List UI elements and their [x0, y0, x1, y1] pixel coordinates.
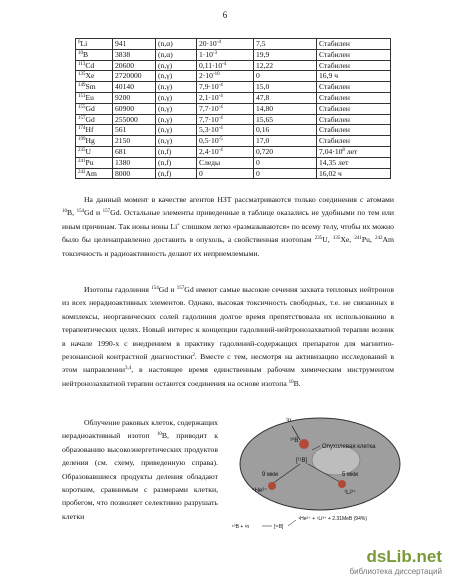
- table-row: [76, 168, 391, 179]
- stability-cell: Стабилен: [317, 103, 391, 114]
- sigma-cell: Следы: [197, 157, 254, 168]
- paragraph-gadolinium: Изотопы гадолиния $^{154}$Gd и $^{157}$Gd имеют самые высокие сечения захвата тепловых нейтронов из всех нерадиоактивных элементов. Однако, высокая токсичность свободных, т.е. не связанных в комплексы, неорганических солей гадолиния долгое время препятствовала их использованию в терапевтических целях. Новый интерес к концепции гадолиний-нейтронозахватной терапии возник в начале 1990-х с внедрением в практику гадолиний-содержащих препаратов для магнитно-резонансной контрастной диагностики$^2$. Вместе с тем, несмотря на активизацию исследований в этом направлении$^{3,4}$, в настоящее время единственным рабочим химическим инструментом нейтронозахватной терапии остаются соединения на основе изотопа $^{10}$B.: [62, 285, 395, 388]
- paragraph-irradiation: Облучение раковых клеток, содержащих нерадиоактивный изотоп $^{10}$B, приводит к образованию высокоэнергетических продуктов деления (см. схему, приведенную справа). Образовавшиеся продукты деления обладают коротким, сравнимым с размерами клетки, пробегом, что позволяет селективно разрушать клетки: [62, 418, 218, 521]
- value-cell: 15,0: [254, 82, 317, 93]
- table-row: [76, 146, 391, 157]
- stability-cell: 16,02 ч: [317, 168, 391, 179]
- equation-right: ⁴He²⁺ + ⁷Li³⁺ + 2.31MeB (94%): [298, 516, 367, 522]
- isotope-cell: $^{242}$Am: [76, 168, 113, 179]
- sigma-cell: 0: [197, 168, 254, 179]
- table-row: [76, 49, 391, 60]
- sigma-cell: $2\cdot 10^{-10}$: [197, 71, 254, 82]
- sigma-cell: $5,3\cdot 10^{-4}$: [197, 125, 254, 136]
- he-label: ⁴He²⁺: [252, 488, 268, 494]
- isotope-cell: $^{10}$B: [76, 49, 113, 60]
- stability-cell: 14,35 лет: [317, 157, 391, 168]
- table-row: [76, 92, 391, 103]
- value-cell: 47,8: [254, 92, 317, 103]
- sigma-cell: $0,11\cdot 10^{-4}$: [197, 60, 254, 71]
- abundance-cell: 1380: [113, 157, 156, 168]
- paragraph-agents: На данный момент в качестве агентов НЗТ рассматриваются только соединения с атомами $^{10}$B, $^{154}$Gd и $^{157}$Gd. Остальные элементы приведенные в таблице оказались не удобными по тем или иным причинам. Так ионы ионы Li+ слишком легко «размазываются» по всему телу, чтобы их можно было бы целенаправленно доставить в опухоль, а свойственная изотопам $^{235}$U, $^{135}$Xe, $^{241}$Pu, $^{242}$Am токсичность и радиоактивность делают их неприемлемыми.: [62, 195, 394, 258]
- equation-arrow-2: [288, 520, 296, 526]
- sigma-cell: $2,1\cdot 10^{-4}$: [197, 92, 254, 103]
- boron-atom: [299, 439, 309, 449]
- sigma-cell: $0,5\cdot 10^{-5}$: [197, 136, 254, 147]
- reaction-cell: (n,f): [156, 157, 197, 168]
- value-cell: 0: [254, 168, 317, 179]
- reaction-cell: (n,γ): [156, 60, 197, 71]
- table-row: [76, 125, 391, 136]
- value-cell: 0: [254, 71, 317, 82]
- value-cell: 14,80: [254, 103, 317, 114]
- reaction-cell: (n,f): [156, 146, 197, 157]
- reaction-cell: (n,γ): [156, 71, 197, 82]
- reaction-cell: (n,γ): [156, 125, 197, 136]
- sigma-cell: $20\cdot 10^{-4}$: [197, 39, 254, 50]
- reaction-cell: (n,γ): [156, 82, 197, 93]
- table-row: [76, 71, 391, 82]
- equation-left: ¹⁰B + ¹n: [232, 524, 250, 530]
- neutron-label: ¹n: [286, 418, 292, 424]
- abundance-cell: 3838: [113, 49, 156, 60]
- table-row: [76, 136, 391, 147]
- stability-cell: Стабилен: [317, 39, 391, 50]
- stability-cell: Стабилен: [317, 92, 391, 103]
- value-cell: 12,22: [254, 60, 317, 71]
- reaction-cell: (n,γ): [156, 136, 197, 147]
- value-cell: 0: [254, 157, 317, 168]
- abundance-cell: 2150: [113, 136, 156, 147]
- isotope-cell: $^{235}$U: [76, 146, 113, 157]
- abundance-cell: 8000: [113, 168, 156, 179]
- table-row: [76, 103, 391, 114]
- stability-cell: Стабилен: [317, 125, 391, 136]
- isotope-cell: $^{174}$Hf: [76, 125, 113, 136]
- he-particle: [268, 482, 276, 490]
- stability-cell: Стабилен: [317, 49, 391, 60]
- equation-mid: [¹¹B]: [274, 524, 284, 530]
- tumor-cell-label: Опухолевая клетка: [322, 444, 376, 450]
- abundance-cell: 9200: [113, 92, 156, 103]
- reaction-cell: (n,γ): [156, 92, 197, 103]
- abundance-cell: 40140: [113, 82, 156, 93]
- distance-li: 5 мкм: [342, 472, 358, 478]
- distance-he: 9 мкм: [262, 472, 278, 478]
- isotope-table: [75, 38, 391, 179]
- reaction-cell: (n,α): [156, 49, 197, 60]
- sigma-cell: $2,4\cdot 10^{-4}$: [197, 146, 254, 157]
- isotope-cell: $^{199}$Hg: [76, 136, 113, 147]
- abundance-cell: 941: [113, 39, 156, 50]
- stability-cell: 16,9 ч: [317, 71, 391, 82]
- isotope-cell: $^{155}$Gd: [76, 103, 113, 114]
- table-row: [76, 39, 391, 50]
- isotope-cell: $^{149}$Sm: [76, 82, 113, 93]
- table-row: [76, 157, 391, 168]
- stability-cell: Стабилен: [317, 136, 391, 147]
- reaction-cell: (n,α): [156, 39, 197, 50]
- watermark-caption: библиотека диссертаций: [349, 567, 442, 576]
- value-cell: 19,9: [254, 49, 317, 60]
- value-cell: 15,65: [254, 114, 317, 125]
- abundance-cell: 561: [113, 125, 156, 136]
- reaction-cell: (n,f): [156, 168, 197, 179]
- value-cell: 17,0: [254, 136, 317, 147]
- isotope-cell: $^{113}$Cd: [76, 60, 113, 71]
- isotope-cell: $^6$Li: [76, 39, 113, 50]
- reaction-cell: (n,γ): [156, 114, 197, 125]
- abundance-cell: 681: [113, 146, 156, 157]
- sigma-cell: $7,7\cdot 10^{-4}$: [197, 103, 254, 114]
- table-row: [76, 82, 391, 93]
- reaction-cell: (n,γ): [156, 103, 197, 114]
- bnct-diagram: [232, 412, 402, 544]
- value-cell: 0,16: [254, 125, 317, 136]
- stability-cell: $7,04\cdot 10^8$ лет: [317, 146, 391, 157]
- table-row: [76, 114, 391, 125]
- stability-cell: Стабилен: [317, 114, 391, 125]
- stability-cell: Стабилен: [317, 82, 391, 93]
- page-number: 6: [222, 10, 228, 20]
- value-cell: 0,720: [254, 146, 317, 157]
- li-label: ⁷Li³⁺: [344, 490, 357, 496]
- value-cell: 7,5: [254, 39, 317, 50]
- sigma-cell: $7,7\cdot 10^{-4}$: [197, 114, 254, 125]
- isotope-cell: $^{135}$Xe: [76, 71, 113, 82]
- abundance-cell: 20600: [113, 60, 156, 71]
- abundance-cell: 60900: [113, 103, 156, 114]
- sigma-cell: $7,9\cdot 10^{-4}$: [197, 82, 254, 93]
- li-particle: [338, 480, 346, 488]
- isotope-cell: $^{241}$Pu: [76, 157, 113, 168]
- abundance-cell: 2720000: [113, 71, 156, 82]
- table-row: [76, 60, 391, 71]
- b11-label: [¹¹B]: [296, 458, 308, 464]
- isotope-cell: $^{151}$Eu: [76, 92, 113, 103]
- sigma-cell: $1\cdot 10^{-3}$: [197, 49, 254, 60]
- abundance-cell: 255000: [113, 114, 156, 125]
- bnct-diagram-svg: [232, 412, 402, 544]
- watermark: [350, 547, 442, 576]
- boron-label: ¹⁰B: [290, 438, 299, 444]
- stability-cell: Стабилен: [317, 60, 391, 71]
- isotope-cell: $^{157}$Gd: [76, 114, 113, 125]
- watermark-logo: dsLib.net: [366, 547, 442, 566]
